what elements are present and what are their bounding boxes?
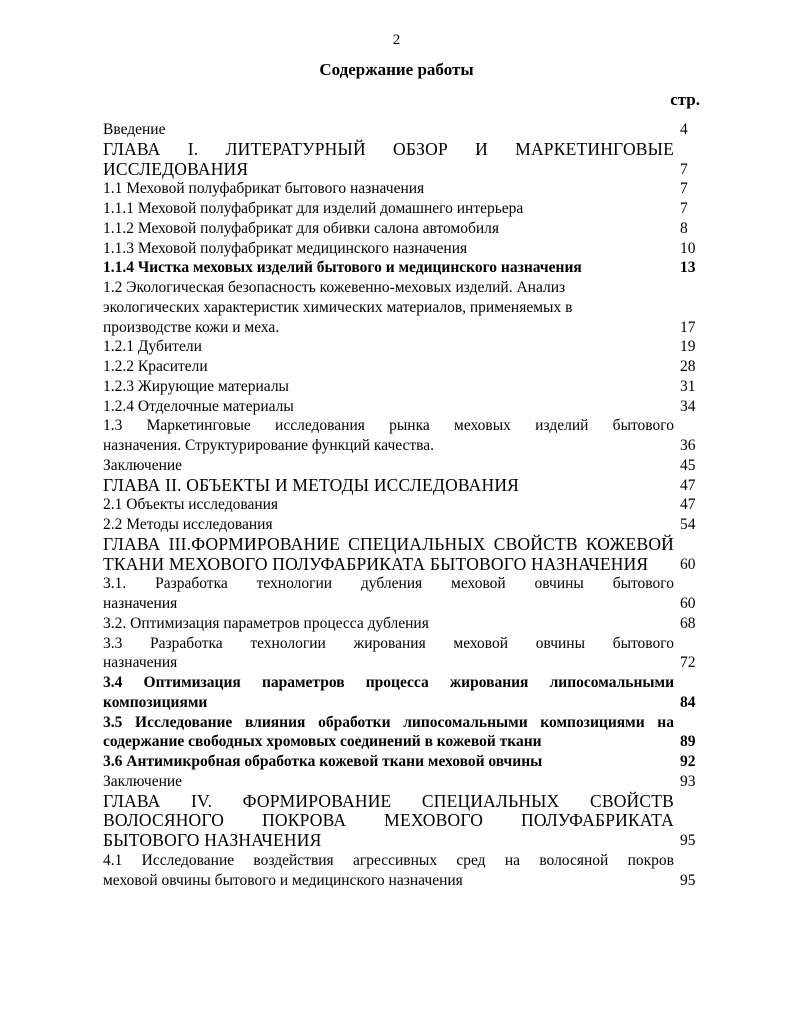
toc-entry-text: ВОЛОСЯНОГО ПОКРОВА МЕХОВОГО ПОЛУФАБРИКАТА <box>103 810 674 831</box>
toc-entry-text: ИССЛЕДОВАНИЯ <box>103 158 249 179</box>
toc-entry <box>103 377 706 397</box>
table-of-contents <box>103 120 706 890</box>
toc-entry-page: 84 <box>680 693 696 711</box>
toc-entry-text: назначения <box>103 654 178 672</box>
toc-entry-text: 1.2 Экологическая безопасность кожевенно-меховых изделий. Анализ <box>103 279 566 296</box>
toc-entry <box>103 199 706 219</box>
toc-entry-page: 36 <box>680 437 696 454</box>
toc-entry-page: 19 <box>680 338 696 356</box>
toc-entry <box>103 179 706 199</box>
toc-entry-page: 34 <box>680 397 696 415</box>
toc-entry-text: ГЛАВА II. ОБЪЕКТЫ И МЕТОДЫ ИССЛЕДОВАНИЯ <box>103 474 520 495</box>
toc-entry-page: 60 <box>680 555 696 573</box>
toc-entry-page: 17 <box>680 318 696 336</box>
toc-entry <box>103 239 706 259</box>
toc-entry-page: 28 <box>680 358 696 375</box>
toc-entry-text: 3.1. Разработка технологии дубления меховой овчины бытового <box>103 575 674 593</box>
toc-entry-page: 13 <box>680 259 696 277</box>
toc-entry-page: 45 <box>680 456 696 474</box>
toc-entry-text: ТКАНИ МЕХОВОГО ПОЛУФАБРИКАТА БЫТОВОГО НАЗНАЧЕНИЯ <box>103 553 649 574</box>
toc-entry <box>103 337 706 357</box>
toc-entry-text: назначения <box>103 595 178 612</box>
toc-entry-page: 47 <box>680 496 696 514</box>
toc-chapter <box>103 140 706 180</box>
toc-entry-text: 1.1.4 Чистка меховых изделий бытового и медицинского назначения <box>103 259 582 277</box>
toc-entry-page: 92 <box>680 753 696 770</box>
toc-entry-text: назначения. Структурирование функций качества. <box>103 437 435 454</box>
toc-entry-text: 1.2.4 Отделочные материалы <box>103 397 294 415</box>
toc-entry <box>103 752 706 772</box>
toc-entry-text: ГЛАВА III.ФОРМИРОВАНИЕ СПЕЦИАЛЬНЫХ СВОЙСТВ КОЖЕВОЙ <box>103 533 674 554</box>
toc-entry <box>103 258 706 278</box>
toc-entry-page: 89 <box>680 733 696 751</box>
toc-entry-text: 1.2.2 Красители <box>103 358 208 375</box>
toc-entry-page: 7 <box>680 160 688 178</box>
toc-entry-text: 3.4 Оптимизация параметров процесса жирования липосомальными <box>103 674 674 691</box>
toc-entry-text: 1.1 Меховой полуфабрикат бытового назначения <box>103 180 425 198</box>
toc-entry-page: 72 <box>680 654 696 672</box>
toc-entry-page: 47 <box>680 476 696 494</box>
toc-entry-text: Заключение <box>103 772 183 790</box>
toc-entry <box>103 357 706 377</box>
toc-entry-page: 4 <box>680 121 688 138</box>
toc-entry-text: Введение <box>103 121 166 138</box>
toc-entry-page: 8 <box>680 219 688 237</box>
toc-entry-page: 68 <box>680 614 696 632</box>
toc-entry-text: 1.1.3 Меховой полуфабрикат медицинского назначения <box>103 239 468 257</box>
toc-entry-text: 3.5 Исследование влияния обработки липосомальными композициями на <box>103 713 674 731</box>
toc-entry <box>103 634 706 674</box>
toc-entry-text: 2.2 Методы исследования <box>103 516 273 533</box>
toc-entry-page: 7 <box>680 200 688 217</box>
toc-entry-page: 7 <box>680 180 688 198</box>
toc-entry-text: производстве кожи и меха. <box>103 318 280 336</box>
toc-chapter <box>103 792 706 851</box>
toc-entry-text: содержание свободных хромовых соединений в кожевой ткани <box>103 733 542 751</box>
toc-entry <box>103 772 706 792</box>
toc-entry <box>103 673 706 713</box>
toc-entry <box>103 495 706 515</box>
toc-entry <box>103 851 706 891</box>
toc-chapter <box>103 476 706 496</box>
toc-chapter <box>103 535 706 575</box>
toc-entry-page: 31 <box>680 377 696 395</box>
toc-entry-text: 3.3 Разработка технологии жирования меховой овчины бытового <box>103 634 674 652</box>
toc-entry-text: Заключение <box>103 456 183 474</box>
toc-entry-text: 3.6 Антимикробная обработка кожевой ткани меховой овчины <box>103 753 543 770</box>
toc-entry-text: 1.1.2 Меховой полуфабрикат для обивки салона автомобиля <box>103 219 500 237</box>
toc-entry-text: композициями <box>103 693 208 711</box>
toc-entry-text: ГЛАВА I. ЛИТЕРАТУРНЫЙ ОБЗОР И МАРКЕТИНГОВЫЕ <box>103 138 674 159</box>
toc-entry-page: 95 <box>680 871 696 889</box>
toc-entry-page: 60 <box>680 595 696 612</box>
toc-entry-text: 4.1 Исследование воздействия агрессивных сред на волосяной покров <box>103 851 674 869</box>
toc-entry <box>103 515 706 535</box>
toc-entry-page: 95 <box>680 832 696 849</box>
toc-entry-page: 93 <box>680 772 696 790</box>
toc-entry-text: 2.1 Объекты исследования <box>103 496 279 514</box>
toc-entry <box>103 278 706 337</box>
toc-entry <box>103 614 706 634</box>
toc-entry-text: ГЛАВА IV. ФОРМИРОВАНИЕ СПЕЦИАЛЬНЫХ СВОЙСТВ <box>103 790 674 811</box>
toc-entry <box>103 574 706 614</box>
page-number: 2 <box>392 32 401 48</box>
toc-entry-text: БЫТОВОГО НАЗНАЧЕНИЯ <box>103 830 322 850</box>
toc-entry-text: 1.1.1 Меховой полуфабрикат для изделий домашнего интерьера <box>103 200 524 217</box>
toc-entry <box>103 397 706 417</box>
document-title: Содержание работы <box>319 60 474 79</box>
page-column-label: стр. <box>670 90 700 109</box>
toc-entry-text: 1.2.3 Жирующие материалы <box>103 377 289 395</box>
toc-entry <box>103 219 706 239</box>
toc-entry <box>103 456 706 476</box>
toc-entry <box>103 120 706 140</box>
toc-entry-page: 54 <box>680 516 696 533</box>
toc-entry-text: 1.2.1 Дубители <box>103 338 202 356</box>
toc-entry-page: 10 <box>680 239 696 257</box>
toc-entry-text: экологических характеристик химических материалов, применяемых в <box>103 298 573 316</box>
toc-entry-text: 1.3 Маркетинговые исследования рынка меховых изделий бытового <box>103 417 674 435</box>
toc-entry <box>103 713 706 753</box>
toc-entry <box>103 416 706 456</box>
toc-entry-text: 3.2. Оптимизация параметров процесса дубления <box>103 614 429 632</box>
toc-entry-text: меховой овчины бытового и медицинского назначения <box>103 871 463 889</box>
